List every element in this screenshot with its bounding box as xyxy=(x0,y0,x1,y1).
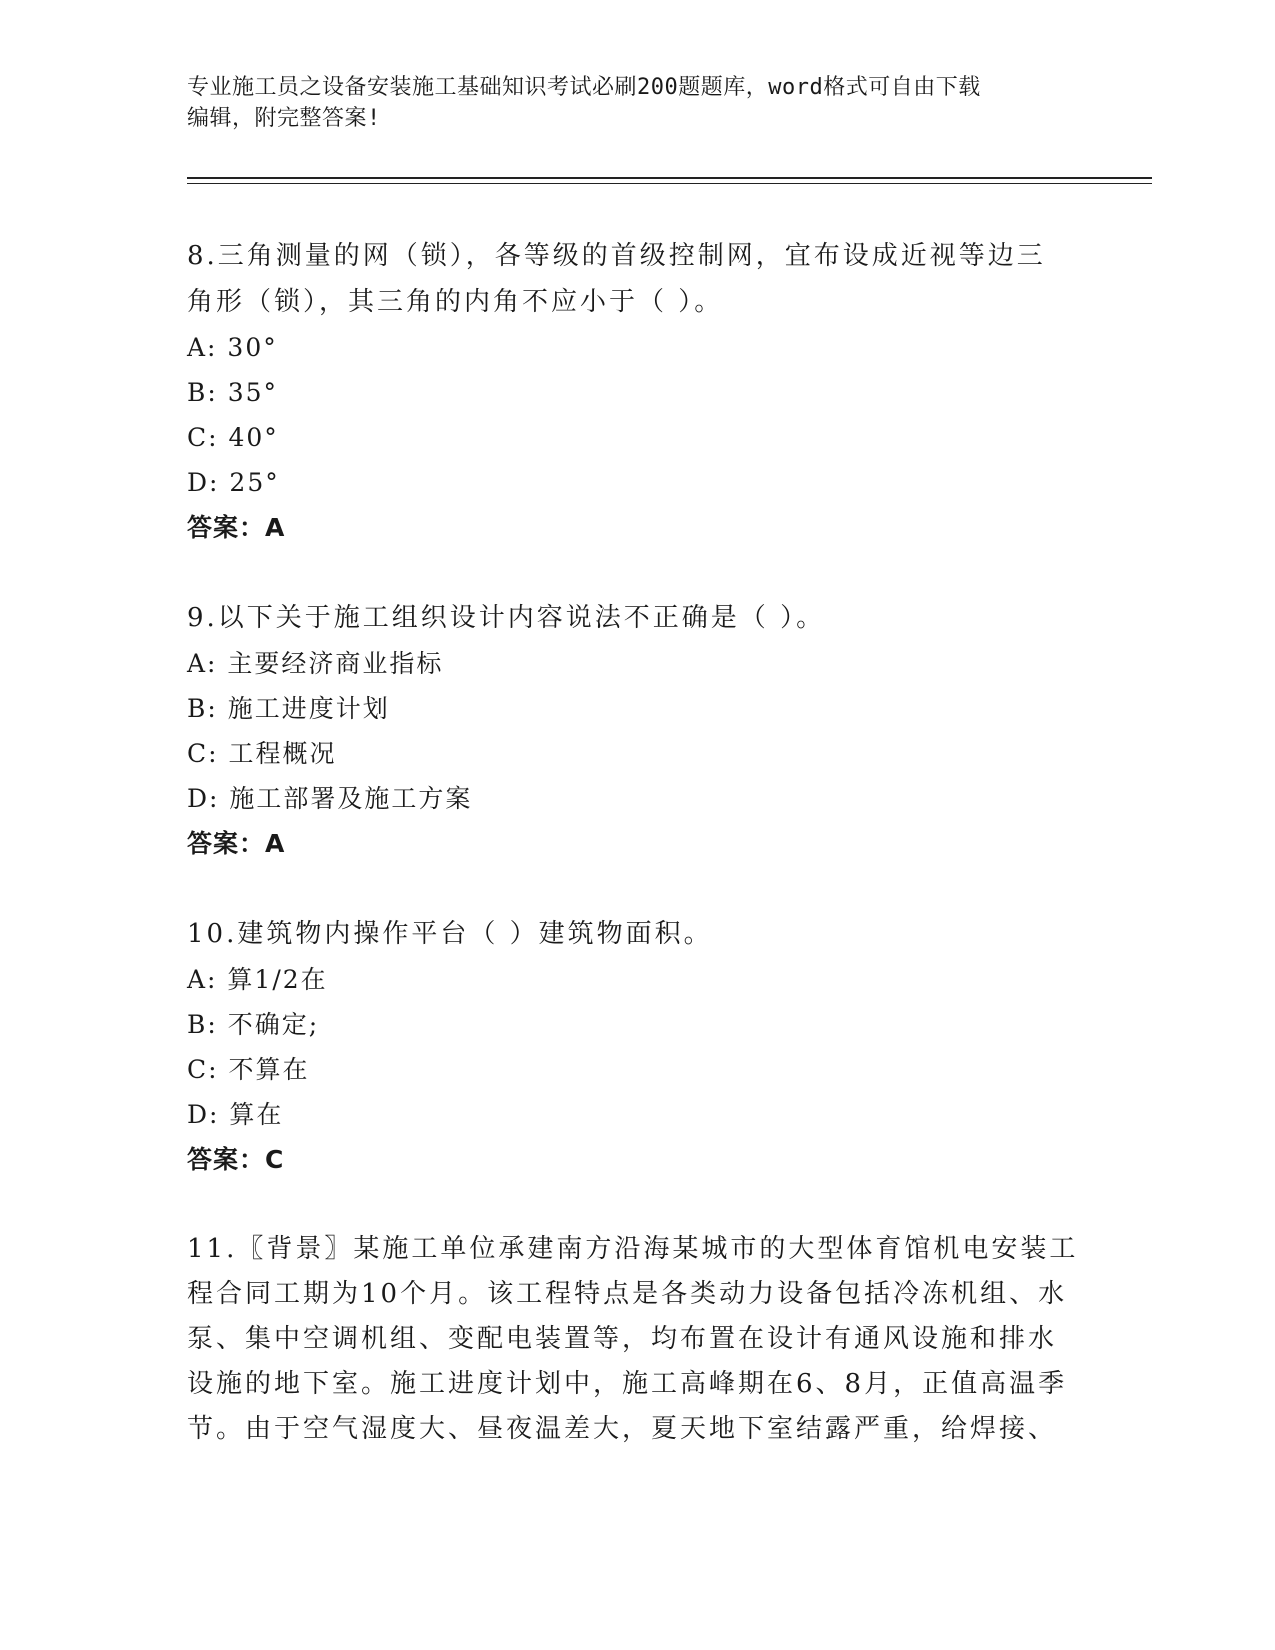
option-c: C: 40° xyxy=(187,423,279,452)
question-11 xyxy=(187,1227,1087,1452)
option-d: D: 算在 xyxy=(187,1100,284,1129)
question-text: 10.建筑物内操作平台（ ）建筑物面积。 xyxy=(187,919,713,949)
header-line-1: 专业施工员之设备安装施工基础知识考试必刷200题题库，word格式可自由下载 xyxy=(187,75,981,100)
option-b: B: 35° xyxy=(187,378,279,407)
question-9 xyxy=(187,595,1087,866)
answer: 答案：A xyxy=(187,513,286,542)
option-b: B: 施工进度计划 xyxy=(187,694,390,723)
question-text: 泵、集中空调机组、变配电装置等，均布置在设计有通风设施和排水 xyxy=(187,1324,1058,1354)
option-b: B: 不确定; xyxy=(187,1010,320,1039)
question-text: 设施的地下室。施工进度计划中，施工高峰期在6、8月，正值高温季 xyxy=(187,1369,1068,1399)
question-10 xyxy=(187,911,1087,1182)
question-text: 程合同工期为10个月。该工程特点是各类动力设备包括冷冻机组、水 xyxy=(187,1279,1068,1309)
answer: 答案：A xyxy=(187,829,286,858)
answer: 答案：C xyxy=(187,1145,285,1174)
option-c: C: 工程概况 xyxy=(187,739,337,768)
question-text: 角形（锁），其三角的内角不应小于（ ）。 xyxy=(187,287,724,317)
question-text: 11.〖背景〗某施工单位承建南方沿海某城市的大型体育馆机电安装工 xyxy=(187,1234,1079,1264)
question-text: 8.三角测量的网（锁），各等级的首级控制网，宜布设成近视等边三 xyxy=(187,241,1046,271)
option-a: A: 主要经济商业指标 xyxy=(187,649,444,678)
option-d: D: 25° xyxy=(187,468,280,497)
option-d: D: 施工部署及施工方案 xyxy=(187,784,473,813)
question-text: 节。由于空气湿度大、昼夜温差大，夏天地下室结露严重，给焊接、 xyxy=(187,1414,1058,1444)
option-a: A: 30° xyxy=(187,333,278,362)
question-list xyxy=(187,233,1087,1497)
option-c: C: 不算在 xyxy=(187,1055,310,1084)
question-8 xyxy=(187,233,1087,550)
document-header xyxy=(187,72,1087,134)
header-line-2: 编辑，附完整答案! xyxy=(187,106,381,131)
header-divider-thin xyxy=(187,183,1152,184)
question-text: 9.以下关于施工组织设计内容说法不正确是（ ）。 xyxy=(187,603,826,633)
header-divider-thick xyxy=(187,177,1152,179)
option-a: A: 算1/2在 xyxy=(187,965,328,994)
